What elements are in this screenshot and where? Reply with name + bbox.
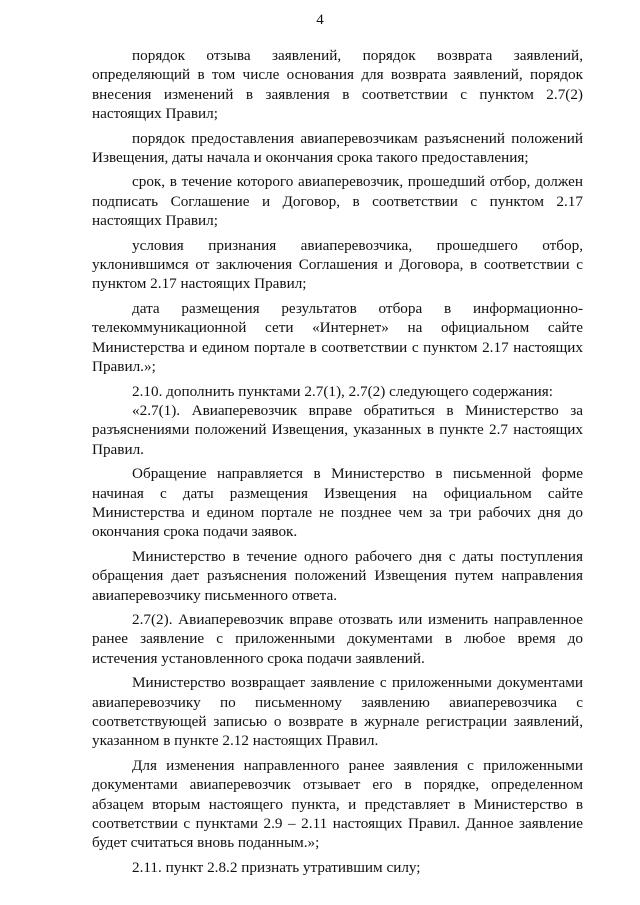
paragraph-item-2-10: 2.10. дополнить пунктами 2.7(1), 2.7(2) следующего содержания:: [132, 382, 553, 400]
paragraph-application-change: Для изменения направленного ранее заявления с приложенными документами авиаперевозчик отзывает его в порядке, определенном абзацем вторым настоящего пункта, и представляет в Министерство в соответствии с пунктами 2.9 – 2.11 настоящих Правил. Данное заявление будет считаться вновь поданным.»;: [92, 756, 583, 852]
page-number: 4: [316, 12, 324, 28]
paragraph-request-submission: Обращение направляется в Министерство в письменной форме начиная с даты размещения Извещения на официальном сайте Министерства и едином портале не позднее чем за три рабочих дня до окончания срока подачи заявок.: [92, 465, 583, 541]
paragraph-item-2-7-2: 2.7(2). Авиаперевозчик вправе отозвать или изменить направленное ранее заявление с приложенными документами в любое время до истечения установленного срока подачи заявлений.: [92, 610, 583, 667]
paragraph-evasion-conditions: условия признания авиаперевозчика, прошедшего отбор, уклонившимся от заключения Соглашения и Договора, в соответствии с пунктом 2.17 настоящих Правил;: [92, 236, 583, 293]
document-body: [92, 46, 583, 877]
paragraph-withdrawal-procedure: порядок отзыва заявлений, порядок возврата заявлений, определяющий в том числе основания для возврата заявлений, порядок внесения изменений в заявления в соответствии с пунктом 2.7(2) настоящих Правил;: [92, 47, 583, 123]
paragraph-item-2-11: 2.11. пункт 2.8.2 признать утратившим силу;: [132, 858, 421, 876]
paragraph-signing-deadline: срок, в течение которого авиаперевозчик, прошедший отбор, должен подписать Соглашение и Договор, в соответствии с пунктом 2.17 настоящих Правил;: [92, 173, 583, 230]
paragraph-ministry-response: Министерство в течение одного рабочего дня с даты поступления обращения дает разъяснения положений Извещения путем направления авиаперевозчику письменного ответа.: [92, 547, 583, 604]
paragraph-results-publication: дата размещения результатов отбора в информационно-телекоммуникационной сети «Интернет» на официальном сайте Министерства и едином портале в соответствии с пунктом 2.17 настоящих Правил.»;: [92, 299, 583, 376]
paragraph-application-return: Министерство возвращает заявление с приложенными документами авиаперевозчику по письменному заявлению авиаперевозчика с соответствующей записью о возврате в журнале регистрации заявлений, указанном в пункте 2.12 настоящих Правил.: [92, 674, 583, 750]
paragraph-item-2-7-1: «2.7(1). Авиаперевозчик вправе обратиться в Министерство за разъяснениями положений Извещения, указанных в пункте 2.7 настоящих Правил.: [92, 401, 583, 458]
paragraph-clarification-procedure: порядок предоставления авиаперевозчикам разъяснений положений Извещения, даты начала и окончания срока такого предоставления;: [92, 129, 583, 167]
